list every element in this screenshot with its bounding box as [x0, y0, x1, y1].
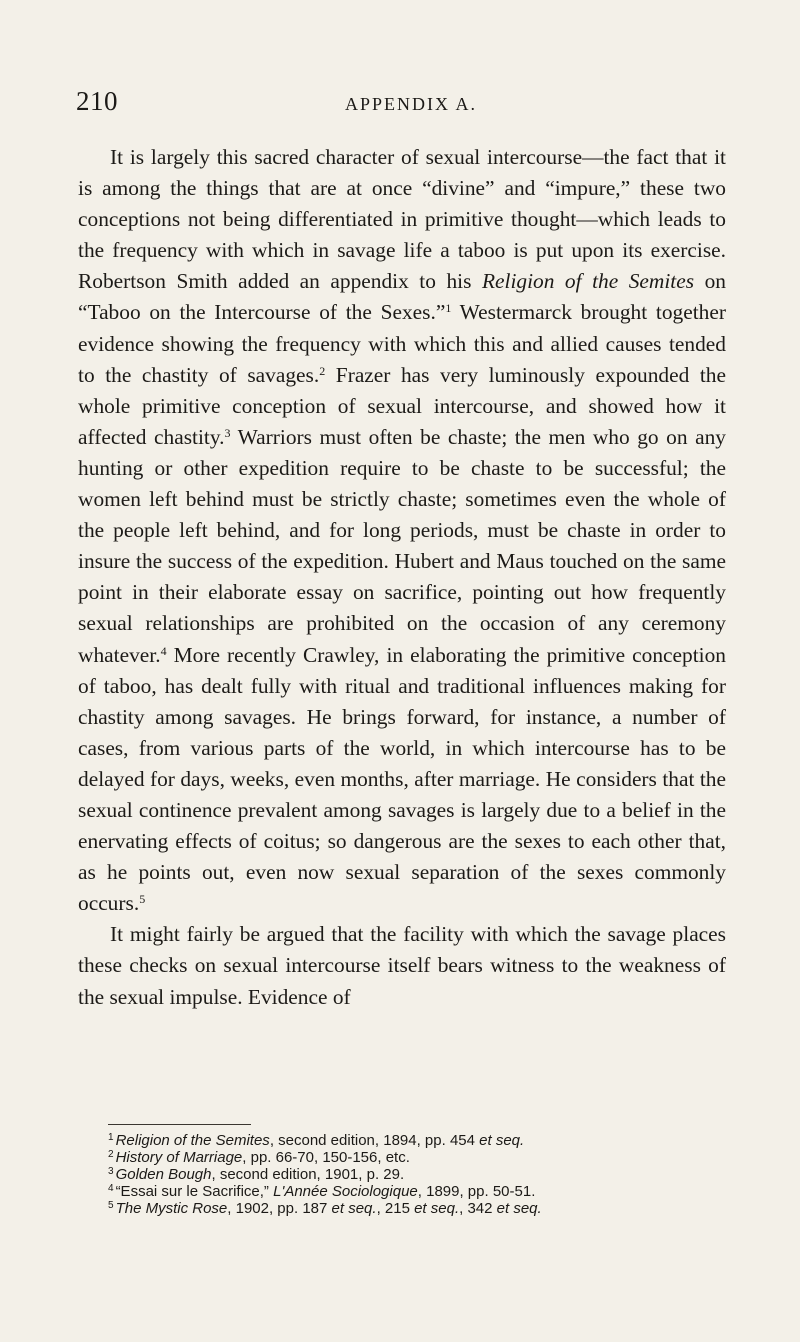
book-title: Golden Bough	[115, 1166, 212, 1183]
text-run: It is largely this sacred character of sexual intercourse—the fact that it is among the things that are at once “divine” and “impure,” these two conceptions not being differentiated in primitive thought—which leads to the frequency with which in savage life a taboo is put upon its exercise. Robertson Smith added an appendix to his	[78, 145, 726, 294]
text-run: Warriors must often be chaste; the men who go on any hunting or other expedition require to be chaste to be successful; the women left behind must be strictly chaste; sometimes even the whole of the people left behind, and for long periods, must be chaste in order to insure the success of the expedition. Hubert and Maus touched on the same point in their elaborate essay on sacrifice, pointing out how frequently sexual relationships are prohibited on the occasion of any ceremony whatever.	[78, 424, 726, 667]
latin-abbrev: et seq.	[479, 1132, 525, 1149]
footnote-marker[interactable]: 3	[224, 425, 231, 440]
text-run: “Essai sur le Sacrifice,”	[115, 1183, 274, 1200]
page-number: 210	[76, 86, 118, 116]
footnote-number: 5	[108, 1200, 114, 1211]
text-run: , second edition, 1901, p. 29.	[211, 1166, 405, 1183]
footnote-number: 3	[108, 1166, 114, 1177]
text-run: , 1899, pp. 50-51.	[417, 1183, 536, 1200]
text-run: , second edition, 1894, pp. 454	[269, 1132, 480, 1149]
footnote-divider	[108, 1124, 251, 1125]
footnote	[108, 1149, 728, 1166]
book-title: History of Marriage	[115, 1149, 243, 1166]
latin-abbrev: et seq.	[496, 1200, 542, 1217]
footnote-marker[interactable]: 4	[160, 643, 167, 658]
book-title: Religion of the Semites	[481, 269, 695, 294]
text-run: , 1902, pp. 187	[227, 1200, 332, 1217]
text-run: on “Taboo on the Intercourse of the Sexes.”	[78, 269, 726, 325]
footnote	[108, 1183, 728, 1200]
paragraph: It might fairly be argued that the facility with which the savage places these checks on sexual intercourse itself bears witness to the weakness of the sexual impulse. Evidence of	[78, 922, 726, 1009]
footnote-number: 1	[108, 1132, 114, 1143]
footnote-marker[interactable]: 5	[139, 892, 146, 907]
text-run: , 342	[459, 1200, 497, 1217]
latin-abbrev: et seq.	[331, 1200, 377, 1217]
footnote	[108, 1200, 728, 1217]
text-run: More recently Crawley, in elaborating the primitive conception of taboo, has dealt fully with ritual and traditional influences making for chastity among savages. He brings forward, for instance, a number of cases, from various parts of the world, in which intercourse has to be delayed for days, weeks, even months, after marriage. He considers that the sexual continence prevalent among savages is largely due to a belief in the enervating effects of coitus; so dangerous are the sexes to each other that, as he points out, even now sexual separation of the sexes commonly occurs.	[78, 642, 726, 916]
paragraph	[78, 142, 726, 919]
footnote-marker[interactable]: 1	[445, 301, 452, 316]
latin-abbrev: et seq.	[414, 1200, 460, 1217]
text-run: , pp. 66-70, 150-156, etc.	[242, 1149, 410, 1166]
footnote	[108, 1132, 728, 1149]
book-title: Religion of the Semites	[115, 1132, 270, 1149]
page-header	[76, 86, 726, 136]
text-run: , 215	[376, 1200, 415, 1217]
body-text	[78, 142, 726, 1013]
footnote-marker[interactable]: 2	[319, 363, 326, 378]
footnote	[108, 1166, 728, 1183]
footnotes	[108, 1132, 728, 1217]
journal-title: L'Année Sociologique	[273, 1183, 418, 1200]
footnote-number: 4	[108, 1183, 114, 1194]
text-run: Frazer has very luminously expounded the whole primitive conception of sexual intercourse, and showed how it affected chastity.	[78, 362, 726, 449]
footnote-number: 2	[108, 1149, 114, 1160]
text-run: Westermarck brought together evidence showing the frequency with which this and allied causes tended to the chastity of savages.	[78, 300, 726, 387]
book-title: The Mystic Rose	[115, 1200, 228, 1217]
running-title: APPENDIX A.	[344, 94, 477, 114]
